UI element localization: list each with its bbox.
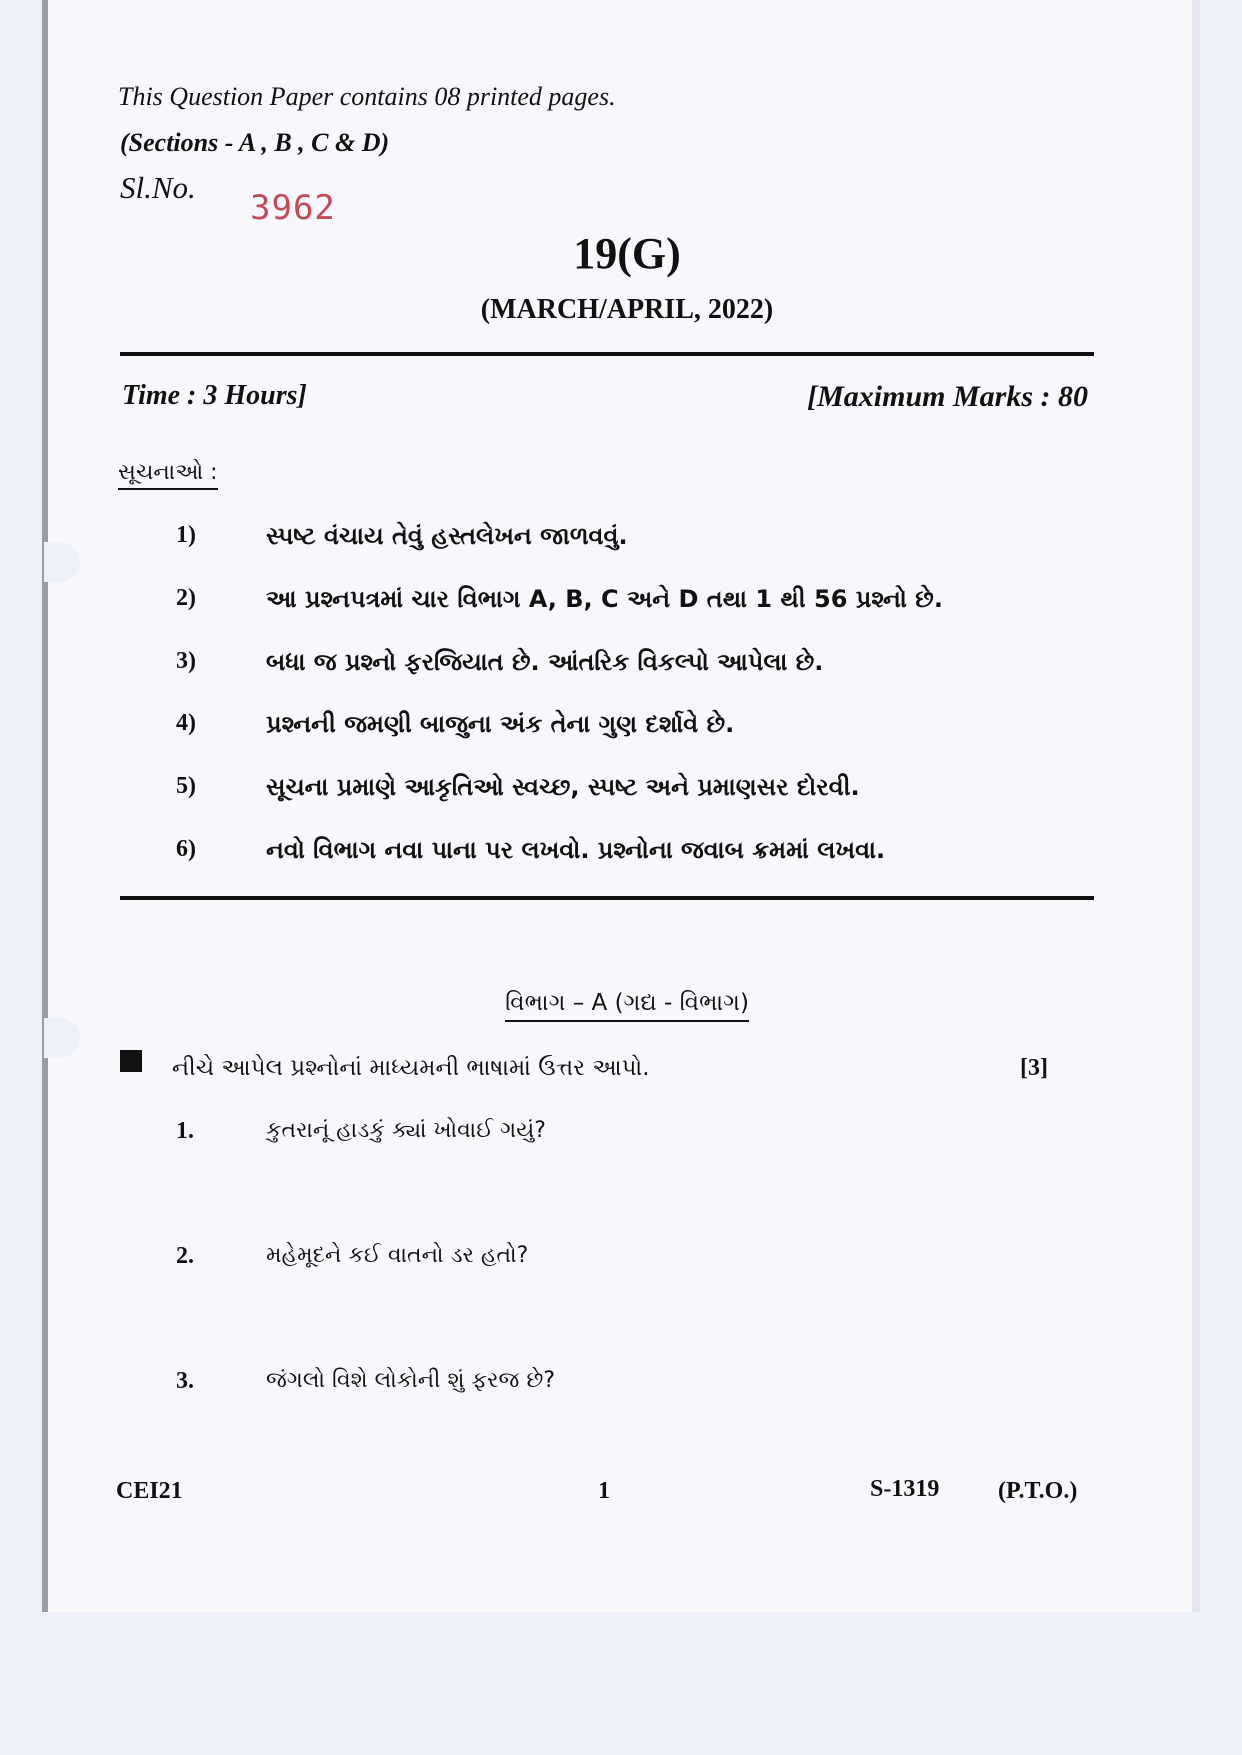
instruction-number: 2) [176, 585, 196, 611]
punch-hole [44, 542, 80, 582]
section-a-title-wrap [48, 990, 1206, 1016]
footer-code: CEI21 [116, 1478, 183, 1504]
question-number: 2. [176, 1243, 194, 1269]
question-number: 3. [176, 1368, 194, 1394]
instruction-text: સૂચના પ્રમાણે આકૃતિઓ સ્વચ્છ, સ્પષ્ટ અને પ્રમાણસર દોરવી. [266, 773, 860, 801]
maximum-marks: [Maximum Marks : 80 [807, 380, 1088, 413]
footer-ref: S-1319 [870, 1476, 940, 1502]
instruction-text: નવો વિભાગ નવા પાના પર લખવો. પ્રશ્નોના જવાબ ક્રમમાં લખવા. [266, 836, 886, 864]
bullet-square-icon [120, 1050, 142, 1072]
paper-code: 19(G) [573, 229, 681, 278]
pages-line: This Question Paper contains 08 printed pages. [118, 82, 616, 111]
question-number: 1. [176, 1118, 194, 1144]
exam-session: (MARCH/APRIL, 2022) [480, 294, 774, 325]
question-text: જંગલો વિશે લોકોની શું ફરજ છે? [266, 1368, 555, 1393]
question-paper-sheet [42, 0, 1200, 1612]
time-allowed: Time : 3 Hours] [122, 380, 307, 411]
page-number: 1 [598, 1478, 610, 1504]
instruction-number: 6) [176, 836, 196, 862]
section-a-marks: [3] [1020, 1055, 1048, 1081]
serial-label: Sl.No. [120, 170, 196, 205]
instruction-text: આ પ્રશ્નપત્રમાં ચાર વિભાગ A, B, C અને D તથા 1 થી 56 પ્રશ્નો છે. [266, 585, 943, 613]
instruction-number: 5) [176, 773, 196, 799]
section-a-instruction: નીચે આપેલ પ્રશ્નોનાં માધ્યમની ભાષામાં ઉત્તર આપો. [172, 1055, 650, 1081]
question-text: મહેમૂદને કઈ વાતનો ડર હતો? [266, 1243, 529, 1268]
section-a-title: વિભાગ – A (ગદ્ય - વિભાગ) [505, 990, 749, 1022]
instructions-divider [120, 896, 1094, 900]
header-divider [120, 352, 1094, 356]
instruction-number: 4) [176, 710, 196, 736]
instruction-text: સ્પષ્ટ વંચાય તેવું હસ્તલેખન જાળવવું. [266, 522, 628, 550]
punch-hole [44, 1018, 80, 1058]
question-text: કુતરાનૂં હાડકું ક્યાં ખોવાઈ ગયું? [266, 1118, 546, 1143]
serial-number-stamp: 3962 [250, 188, 336, 228]
instruction-text: પ્રશ્નની જમણી બાજુના અંક તેના ગુણ દર્શાવે છે. [266, 710, 735, 738]
instruction-number: 1) [176, 522, 196, 548]
instructions-heading: સૂચનાઓ : [118, 460, 218, 490]
instruction-number: 3) [176, 648, 196, 674]
sections-line: (Sections - A , B , C & D) [120, 128, 390, 157]
instruction-text: બધા જ પ્રશ્નો ફરજિયાત છે. આંતરિક વિકલ્પો આપેલા છે. [266, 648, 824, 676]
pto-label: (P.T.O.) [998, 1478, 1078, 1504]
